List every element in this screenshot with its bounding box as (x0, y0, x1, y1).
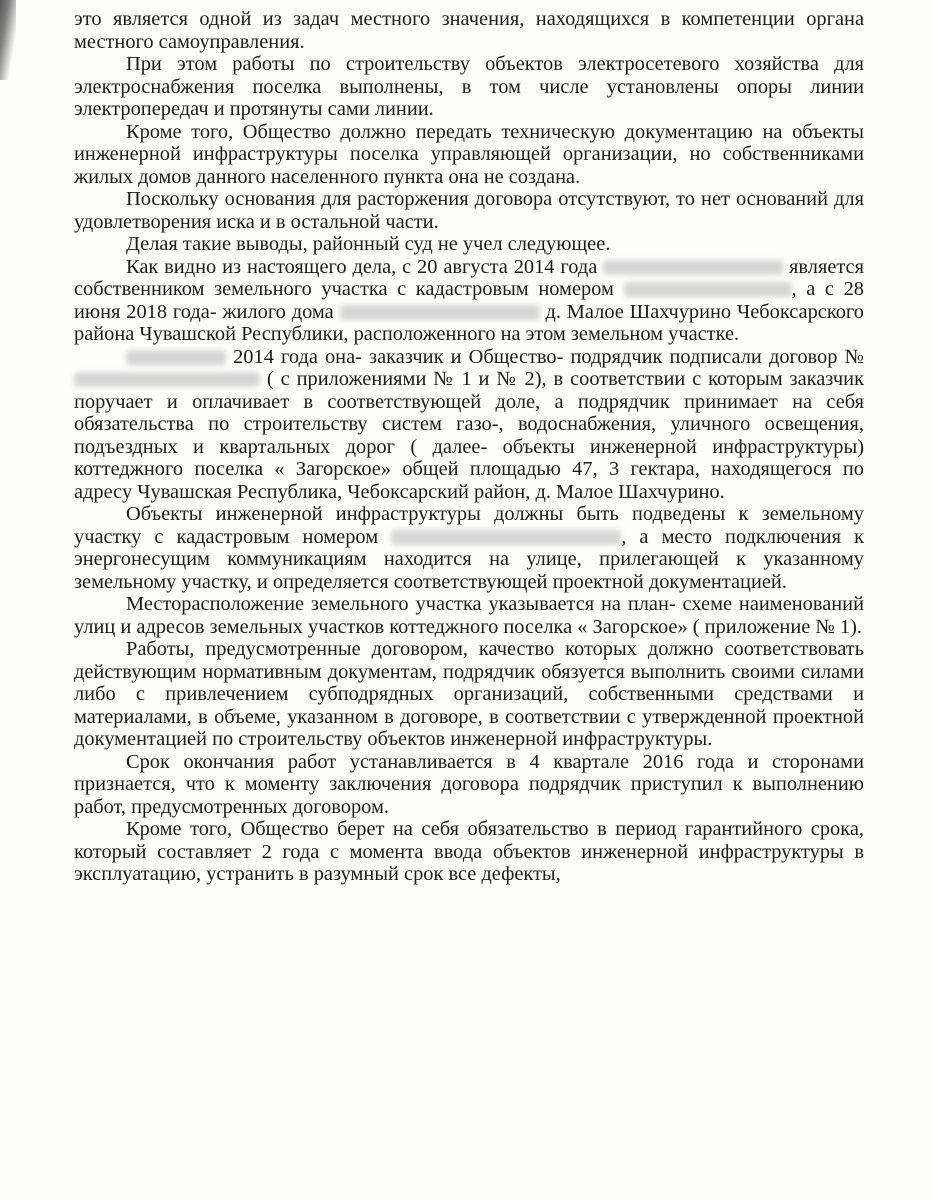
paragraph-location: Месторасположение земельного участка указывается на план- схеме наименований улиц и адресов земельных участков коттеджного поселка « Загорское» ( приложение № 1). (74, 593, 864, 638)
ownership-text-3: , а с 28 июня 2018 года- жилого дома (74, 278, 864, 323)
ownership-text-1: Как видно из настоящего дела, с 20 августа 2014 года (126, 255, 598, 278)
redacted-contract-date (126, 350, 226, 365)
paragraph-ownership (74, 256, 864, 346)
scan-edge-shadow (0, 0, 16, 80)
paragraph-warranty: Кроме того, Общество берет на себя обязательство в период гарантийного срока, который составляет 2 года с момента ввода объектов инженерной инфраструктуры в эксплуатацию, устранить в разумный срок все дефекты, (74, 818, 864, 885)
paragraph-1: это является одной из задач местного значения, находящихся в компетенции органа местного самоуправления. (74, 8, 864, 53)
redacted-cadastral-number (624, 282, 792, 297)
contract-text-2: ( с приложениями № 1 и № 2), в соответствии с которым заказчик поручает и оплачивает в соответствующей доле, а подрядчик принимает на себя обязательства по строительству систем газо-, водоснабжения, уличного освещения, подъездных и квартальных дорог ( далее- объекты инженерной инфраструктуры) коттеджного поселка « Загорское» общей площадью 47, 3 гектара, находящегося по адресу Чувашская Республика, Чебоксарский район, д. Малое Шахчурино. (74, 368, 864, 503)
redacted-house-address (340, 305, 540, 320)
ownership-text-2: является собственником земельного участка с кадастровым номером (74, 255, 864, 300)
paragraph-2: При этом работы по строительству объектов электросетевого хозяйства для электроснабжения поселка выполнены, в том числе установлены опоры линии электропередач и протянуты сами линии. (74, 53, 864, 120)
paragraph-4: Поскольку основания для расторжения договора отсутствуют, то нет оснований для удовлетворения иска и в остальной части. (74, 188, 864, 233)
paragraph-deadline: Срок окончания работ устанавливается в 4 квартале 2016 года и сторонами признается, что к моменту заключения договора подрядчик приступил к выполнению работ, предусмотренных договором. (74, 750, 864, 818)
contract-text-1: 2014 года она- заказчик и Общество- подрядчик подписали договор № (233, 345, 864, 368)
ownership-text-4: д. Малое Шахчурино Чебоксарского района Чувашской Республики, расположенного на этом земельном участке. (74, 300, 864, 345)
connection-text-1: Объекты инженерной инфраструктуры должны быть подведены к земельному участку с кадастровым номером (74, 503, 864, 548)
paragraph-5: Делая такие выводы, районный суд не учел следующее. (126, 233, 611, 255)
paragraph-works: Работы, предусмотренные договором, качество которых должно соответствовать действующим нормативным документам, подрядчик обязуется выполнить своими силами либо с привлечением субподрядных организаций, собственными средствами и материалами, в объеме, указанном в договоре, в соответствии с утвержденной проектной документацией по строительству объектов инженерной инфраструктуры. (74, 638, 864, 750)
connection-text-2: , а место подключения к энергонесущим коммуникациям находится на улице, прилегающей к указанному земельному участку, и определяется соответствующей проектной документацией. (74, 525, 864, 593)
redacted-contract-number (74, 372, 260, 387)
redacted-cadastral-number-2 (391, 530, 621, 545)
redacted-owner-name (603, 260, 783, 275)
paragraph-contract (74, 346, 864, 504)
paragraph-3: Кроме того, Общество должно передать техническую документацию на объекты инженерной инфраструктуры поселка управляющей организации, но собственниками жилых домов данного населенного пункта она не создана. (74, 120, 864, 188)
paragraph-connection (74, 503, 864, 593)
document-body (74, 8, 864, 886)
